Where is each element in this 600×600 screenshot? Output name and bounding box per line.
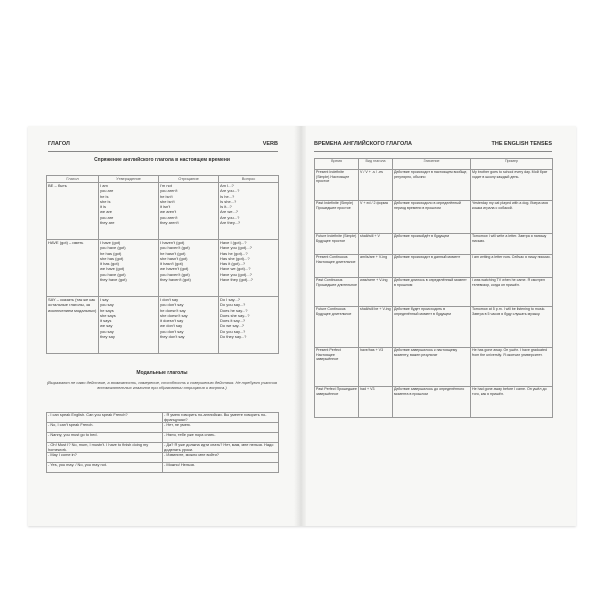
negative-form: it isn't <box>160 204 171 210</box>
form-cell: had + V3 <box>359 387 393 418</box>
table-row <box>47 463 279 473</box>
form-cell: am/is/are + V-ing <box>359 255 393 278</box>
negative-form: you haven't (got) <box>160 271 190 277</box>
negative-form: it doesn't say <box>160 318 184 324</box>
table-row <box>47 240 279 297</box>
table-row <box>315 170 553 201</box>
affirmative-form: she says <box>100 312 116 318</box>
affirmative-form: I have (got) <box>100 240 121 245</box>
conjugation-header-row <box>47 176 279 183</box>
affirmative-form: I say <box>100 297 109 302</box>
table-row <box>315 255 553 278</box>
table-row <box>315 348 553 387</box>
negative-form: he isn't <box>160 193 173 199</box>
left-page-header <box>48 141 278 151</box>
tense-cell: Present Indefinite (Simple) Настоящее простое <box>315 170 359 201</box>
form-cell: have/has + V3 <box>359 348 393 387</box>
meaning-cell: Действие завершилось до определённого момента в прошлом <box>393 387 471 418</box>
affirmative-form: it is <box>100 204 106 210</box>
negative-cell <box>159 240 219 297</box>
question-form: Are you...? <box>220 188 240 194</box>
affirmative-form: they have (got) <box>100 277 127 283</box>
modal-examples-table <box>46 412 279 473</box>
col-header: Глагол <box>47 176 99 183</box>
english-sentence: - May I come in? <box>47 453 163 463</box>
negative-cell <box>159 297 219 354</box>
tenses-header-row <box>315 159 553 170</box>
question-form: Is she...? <box>220 198 237 204</box>
question-form: Do I say...? <box>220 297 240 302</box>
col-header: Вопрос <box>219 176 279 183</box>
question-form: Have you (got)...? <box>220 271 252 277</box>
form-cell: was/were + V-ing <box>359 278 393 307</box>
conjugation-title: Спряжение английского глагола в настоящем времени <box>94 157 230 163</box>
affirmative-form: they are <box>100 220 115 226</box>
affirmative-form: you are <box>100 188 114 194</box>
affirmative-form: I am <box>100 183 108 188</box>
col-header: Время <box>315 159 359 170</box>
affirmative-cell <box>99 240 159 297</box>
header-left-title: ГЛАГОЛ <box>48 141 70 147</box>
example-cell: I am writing a letter now. Сейчас я пишу письмо. <box>471 255 553 278</box>
affirmative-cell <box>99 297 159 354</box>
affirmative-form: we say <box>100 323 113 329</box>
affirmative-form: it says <box>100 318 112 324</box>
russian-translation: - Да? Я уже должна идти спать? Нет, мам, мне нельзя. Надо доделать уроки. <box>163 443 279 453</box>
negative-form: we haven't (got) <box>160 266 189 272</box>
negative-form: you aren't <box>160 214 178 220</box>
negative-form: you haven't (got) <box>160 245 190 251</box>
header-right-title: THE ENGLISH TENSES <box>491 141 552 147</box>
header-divider <box>314 151 552 152</box>
example-cell: Tomorrow at 5 p.m. I will be listening to music. Завтра в 5 часов я буду слушать музыку. <box>471 307 553 348</box>
table-row <box>47 423 279 433</box>
question-form: Has he (got)...? <box>220 250 248 256</box>
negative-form: we don't say <box>160 323 183 329</box>
affirmative-form: you say <box>100 328 114 334</box>
table-row <box>47 443 279 453</box>
tense-cell: Present Continuous Настоящее длительное <box>315 255 359 278</box>
affirmative-form: he has (got) <box>100 250 122 256</box>
english-sentence: - Nanny, you must go to bed. <box>47 433 163 443</box>
conjugation-table <box>46 175 279 354</box>
form-cell: shall/will + V <box>359 234 393 255</box>
table-row <box>47 413 279 423</box>
negative-form: it hasn't (got) <box>160 261 183 267</box>
table-row <box>47 433 279 443</box>
col-header: Отрицание <box>159 176 219 183</box>
open-book <box>28 126 576 526</box>
example-cell: He has gone away. Он ушёл. I have graduated from the university. Я окончил университет. <box>471 348 553 387</box>
tense-cell: Future Continuous Будущее длительное <box>315 307 359 348</box>
russian-translation: - Нет, не умею. <box>163 423 279 433</box>
example-cell: Tomorrow I will write a letter. Завтра я напишу письмо. <box>471 234 553 255</box>
example-cell: He had gone away before I came. Он ушёл до того, как я пришёл. <box>471 387 553 418</box>
question-cell <box>219 297 279 354</box>
meaning-cell: Действие длилось в определённый момент в прошлом <box>393 278 471 307</box>
question-cell <box>219 183 279 240</box>
question-form: Do they say...? <box>220 334 247 340</box>
affirmative-form: they say <box>100 334 115 340</box>
table-row <box>315 201 553 234</box>
table-row <box>47 183 279 240</box>
tenses-table <box>314 158 553 418</box>
table-row <box>315 307 553 348</box>
col-header: Вид глагола <box>359 159 393 170</box>
question-form: Are they...? <box>220 220 241 226</box>
russian-translation: - Можно/ Нельзя. <box>163 463 279 473</box>
negative-form: they don't say <box>160 334 185 340</box>
header-right-title: VERB <box>262 141 278 147</box>
negative-form: he hasn't (got) <box>160 250 186 256</box>
negative-form: I haven't (got) <box>160 240 185 245</box>
affirmative-form: he is <box>100 193 109 199</box>
question-form: Is it...? <box>220 204 232 210</box>
english-sentence: - No, I can't speak French. <box>47 423 163 433</box>
col-header: Утверждение <box>99 176 159 183</box>
tense-cell: Past Perfect Прошедшее завершённое <box>315 387 359 418</box>
affirmative-form: you are <box>100 214 114 220</box>
verb-cell <box>47 240 99 297</box>
affirmative-form: you have (got) <box>100 245 126 251</box>
affirmative-form: you say <box>100 302 114 308</box>
table-row <box>315 387 553 418</box>
meaning-cell: Действие произойдёт в будущем <box>393 234 471 255</box>
question-form: Have we (got)...? <box>220 266 251 272</box>
affirmative-form: you have (got) <box>100 271 126 277</box>
question-form: Have they (got)...? <box>220 277 253 283</box>
english-sentence: - Yes, you may. / No, you may not. <box>47 463 163 473</box>
negative-form: you aren't <box>160 188 178 194</box>
negative-form: they aren't <box>160 220 179 226</box>
negative-form: she isn't <box>160 198 175 204</box>
affirmative-form: we have (got) <box>100 266 125 272</box>
question-form: Are you...? <box>220 214 240 220</box>
question-form: Do you say...? <box>220 302 246 308</box>
russian-translation: - Я умею говорить по-английски. Вы умеете говорить по-французски? <box>163 413 279 423</box>
modal-body <box>47 413 279 473</box>
question-form: Have I (got)...? <box>220 240 247 245</box>
meaning-cell: Действие будет происходить в определённый момент в будущем <box>393 307 471 348</box>
verb-label: BE – быть <box>48 183 67 188</box>
col-header: Пример <box>471 159 553 170</box>
conjugation-body <box>47 183 279 354</box>
affirmative-form: he says <box>100 307 114 313</box>
verb-label: HAVE (got) – иметь <box>48 240 84 245</box>
header-left-title: ВРЕМЕНА АНГЛИЙСКОГО ГЛАГОЛА <box>314 141 413 147</box>
negative-cell <box>159 183 219 240</box>
question-form: Am I...? <box>220 183 234 188</box>
right-page-header <box>314 141 552 151</box>
example-cell: Yesterday my cat played with a dog. Вчера моя кошка играла с собакой. <box>471 201 553 234</box>
form-cell: shall/will be + V-ing <box>359 307 393 348</box>
meaning-cell: Действие происходит в данный момент <box>393 255 471 278</box>
right-page <box>306 126 576 526</box>
affirmative-form: she is <box>100 198 111 204</box>
modal-title: Модальные глаголы <box>136 370 188 376</box>
col-header: Значение <box>393 159 471 170</box>
affirmative-form: she has (got) <box>100 255 124 261</box>
question-form: Is he...? <box>220 193 235 199</box>
question-form: Does she say...? <box>220 312 250 318</box>
question-cell <box>219 240 279 297</box>
affirmative-form: we are <box>100 209 113 215</box>
example-cell: I was watching TV when he came. Я смотрел телевизор, когда он пришёл. <box>471 278 553 307</box>
english-sentence: - I can speak English. Can you speak French? <box>47 413 163 423</box>
table-row <box>47 297 279 354</box>
form-cell: V / V + -s / -es <box>359 170 393 201</box>
tense-cell: Future Indefinite (Simple) Будущее простое <box>315 234 359 255</box>
negative-form: I don't say <box>160 297 179 302</box>
english-sentence: - Oh! Must I? No, mum, I mustn't. I have to finish doing my homework. <box>47 443 163 453</box>
table-row <box>315 278 553 307</box>
tense-cell: Present Perfect Настоящее завершённое <box>315 348 359 387</box>
negative-form: he doesn't say <box>160 307 186 313</box>
affirmative-cell <box>99 183 159 240</box>
verb-cell <box>47 183 99 240</box>
negative-form: they haven't (got) <box>160 277 191 283</box>
form-cell: V + ed / 2 форма <box>359 201 393 234</box>
negative-form: we aren't <box>160 209 177 215</box>
verb-label: SAY – сказать (так же как остальные глаголы, за исключением модальных) <box>48 297 97 313</box>
question-form: Do you say...? <box>220 328 246 334</box>
header-divider <box>48 151 278 152</box>
affirmative-form: it has (got) <box>100 261 119 267</box>
negative-form: I'm not <box>160 183 172 188</box>
meaning-cell: Действие завершилось к настоящему моменту, важен результат <box>393 348 471 387</box>
question-form: Does he say...? <box>220 307 248 313</box>
question-form: Are we...? <box>220 209 239 215</box>
meaning-cell: Действие происходило в определённый период времени в прошлом <box>393 201 471 234</box>
table-row <box>315 234 553 255</box>
question-form: Have you (got)...? <box>220 245 252 251</box>
tense-cell: Past Indefinite (Simple) Прошедшее простое <box>315 201 359 234</box>
negative-form: you don't say <box>160 302 184 308</box>
negative-form: she hasn't (got) <box>160 255 188 261</box>
russian-translation: - Няня, тебе уже пора спать. <box>163 433 279 443</box>
modal-subtitle: (Выражают не само действие, а возможность, намерение, способность к совершению действия. Не требуют участия вспомогательных глаголов при образовании отрицания и вопроса.) <box>46 380 278 391</box>
tense-cell: Past Continuous Прошедшее длительное <box>315 278 359 307</box>
verb-cell <box>47 297 99 354</box>
question-form: Do we say...? <box>220 323 244 329</box>
example-cell: My brother goes to school every day. Мой брат ходит в школу каждый день. <box>471 170 553 201</box>
russian-translation: - Извините, можно мне войти? <box>163 453 279 463</box>
negative-form: you don't say <box>160 328 184 334</box>
negative-form: she doesn't say <box>160 312 188 318</box>
table-row <box>47 453 279 463</box>
tenses-body <box>315 170 553 418</box>
question-form: Has it (got)...? <box>220 261 246 267</box>
left-page <box>28 126 296 526</box>
question-form: Has she (got)...? <box>220 255 250 261</box>
question-form: Does it say...? <box>220 318 246 324</box>
meaning-cell: Действие происходит в настоящем вообще, регулярно, обычно <box>393 170 471 201</box>
